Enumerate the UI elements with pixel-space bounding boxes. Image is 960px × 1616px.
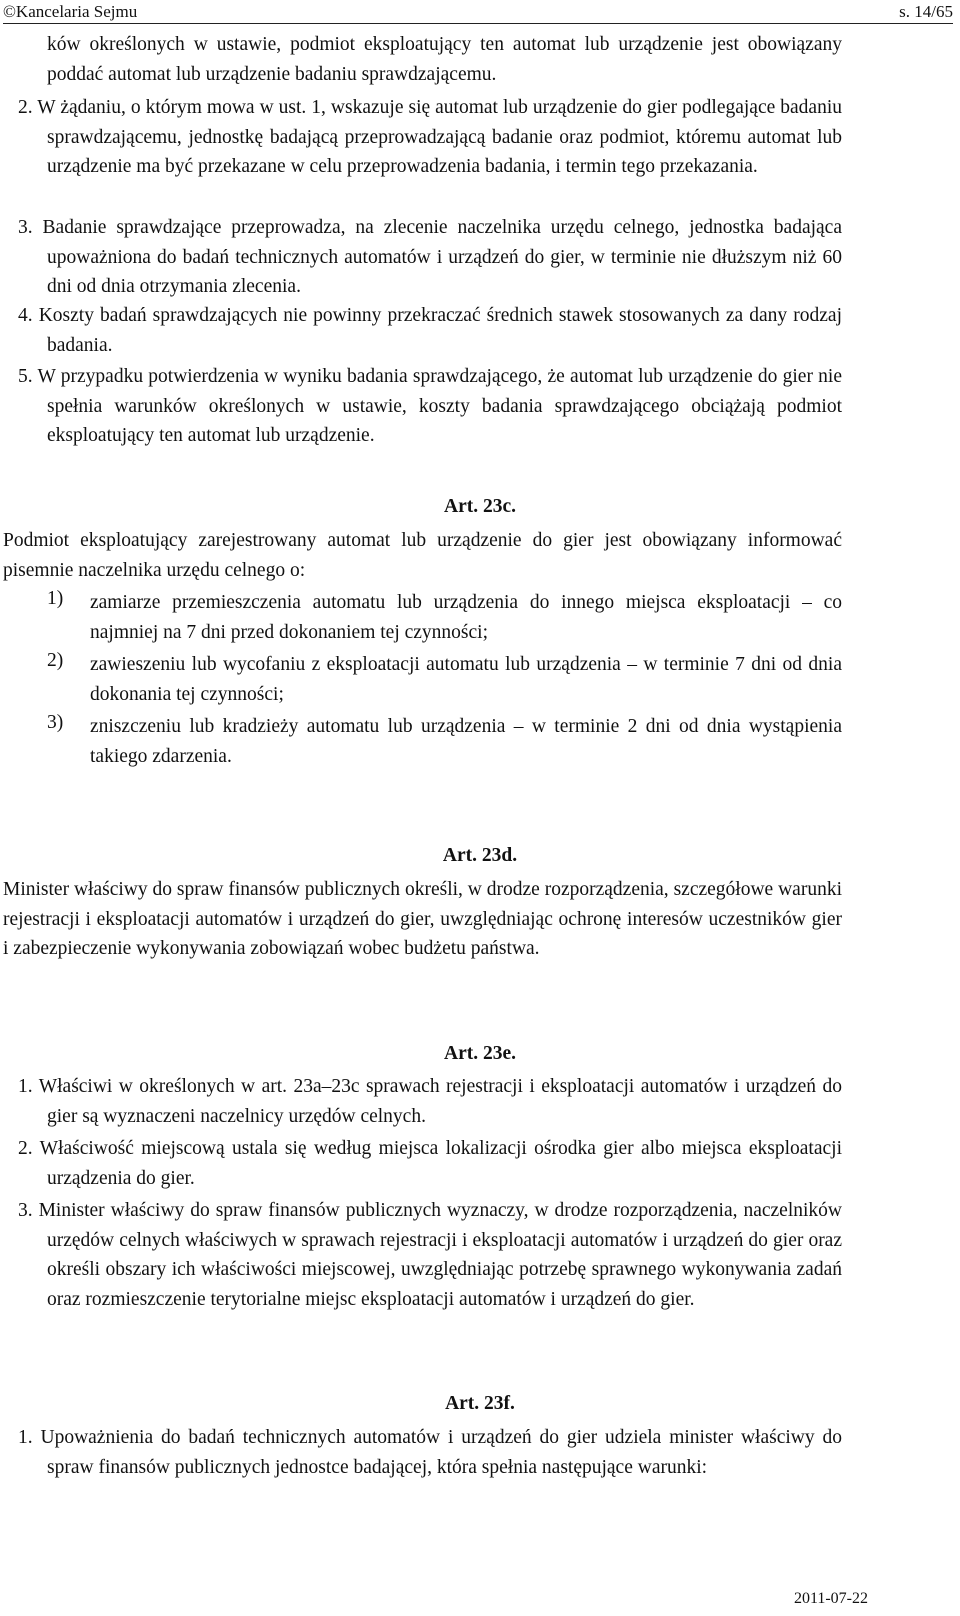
paragraph [18, 1134, 842, 1193]
article-intro: Podmiot eksploatujący zarejestrowany automat lub urządzenie do gier jest obowiązany informować pisemnie naczelnika urzędu celnego o: [3, 530, 842, 581]
paragraph: ków określonych w ustawie, podmiot eksploatujący ten automat lub urządzenie jest obowiązany poddać automat lub urządzenie badaniu sprawdzającemu. [47, 34, 842, 85]
paragraph [18, 1423, 842, 1482]
article-heading: Art. 23d. [442, 845, 518, 866]
page-number: s. 14/65 [899, 2, 953, 21]
article-heading: Art. 23e. [443, 1043, 516, 1064]
article-heading: Art. 23f. [445, 1393, 515, 1414]
list-item-number: 2) [47, 650, 64, 671]
copyright-label: ©Kancelaria Sejmu [3, 2, 138, 21]
paragraph-text: 2. W żądaniu, o którym mowa w ust. 1, wskazuje się automat lub urządzenie do gier podlegające badaniu sprawdzającemu, jednostkę badającą przeprowadzającą badanie oraz podmiot, któremu automat lub urządzenie ma być przekazane w celu przeprowadzenia badania, i termin tego przekazania. [18, 97, 842, 177]
paragraph-text: 1. Upoważnienia do badań technicznych automatów i urządzeń do gier udziela minister właściwy do spraw finansów publicznych jednostce badającej, która spełnia następujące warunki: [18, 1427, 842, 1478]
paragraph [18, 301, 842, 360]
footer-date: 2011-07-22 [793, 1590, 868, 1607]
list-item-number: 3) [47, 712, 64, 733]
paragraph-text: 5. W przypadku potwierdzenia w wyniku badania sprawdzającego, że automat lub urządzenie do gier nie spełnia warunków określonych w ustawie, koszty badania sprawdzającego obciążają podmiot eksploatujący ten automat lub urządzenie. [18, 366, 842, 446]
paragraph [18, 213, 842, 302]
paragraph-text: 3. Badanie sprawdzające przeprowadza, na zlecenie naczelnika urzędu celnego, jednostka badająca upoważniona do badań technicznych automatów i urządzeń do gier, w terminie nie dłuższym niż 60 dni od dnia otrzymania zlecenia. [18, 217, 842, 297]
paragraph-text: 4. Koszty badań sprawdzających nie powinny przekraczać średnich stawek stosowanych za dany rodzaj badania. [18, 305, 842, 356]
list-item: zniszczeniu lub kradzieży automatu lub urządzenia – w terminie 2 dni od dnia wystąpienia takiego zdarzenia. [90, 716, 842, 767]
article-text: Minister właściwy do spraw finansów publicznych określi, w drodze rozporządzenia, szczegółowe warunki rejestracji i eksploatacji automatów i urządzeń do gier, uwzględniając ochronę interesów uczestników gier i zabezpieczenie wykonywania zobowiązań wobec budżetu państwa. [3, 879, 842, 959]
paragraph [18, 93, 842, 182]
paragraph [18, 1196, 842, 1314]
paragraph-text: 2. Właściwość miejscową ustala się według miejsca lokalizacji ośrodka gier albo miejsca eksploatacji urządzenia do gier. [18, 1138, 842, 1189]
paragraph-text: 3. Minister właściwy do spraw finansów publicznych wyznaczy, w drodze rozporządzenia, naczelników urzędów celnych właściwych w sprawach rejestracji i eksploatacji automatów i urządzeń do gier oraz określi obszary ich właściwości miejscowej, uwzględniając potrzebę sprawnego wykonywania zadań oraz rozmieszczenie terytorialne miejsc eksploatacji automatów i urządzeń do gier. [18, 1200, 842, 1310]
paragraph [18, 1072, 842, 1131]
list-item: zawieszeniu lub wycofaniu z eksploatacji automatu lub urządzenia – w terminie 7 dni od dnia dokonania tej czynności; [90, 654, 842, 705]
article-heading: Art. 23c. [443, 496, 516, 517]
list-item-number: 1) [47, 588, 64, 609]
paragraph-text: 1. Właściwi w określonych w art. 23a–23c sprawach rejestracji i eksploatacji automatów i urządzeń do gier są wyznaczeni naczelnicy urzędów celnych. [18, 1076, 842, 1127]
paragraph [18, 362, 842, 451]
list-item: zamiarze przemieszczenia automatu lub urządzenia do innego miejsca eksploatacji – co najmniej na 7 dni przed dokonaniem tej czynności; [90, 592, 842, 643]
